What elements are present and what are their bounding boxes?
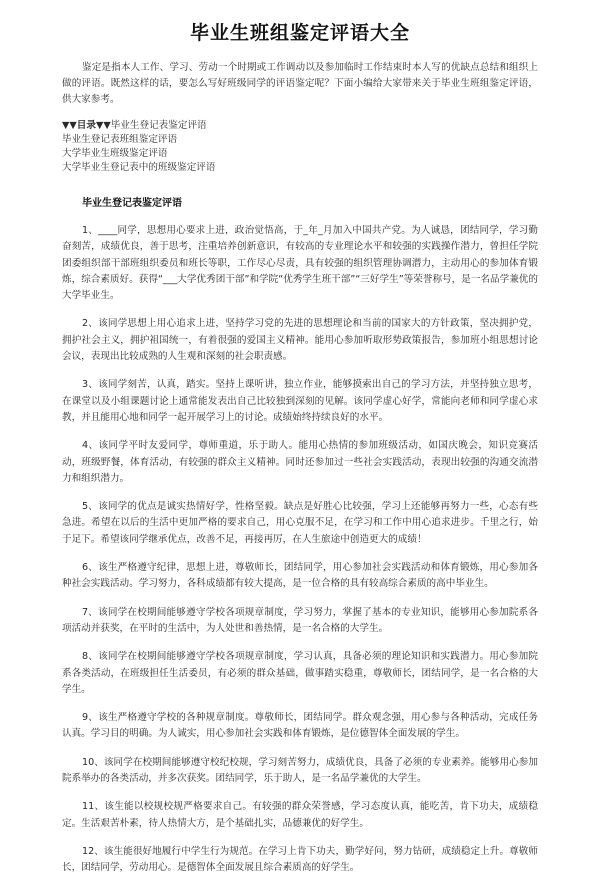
toc-link-3[interactable]: 大学毕业生班级鉴定评语 — [62, 148, 168, 159]
table-of-contents — [62, 119, 538, 175]
evaluation-paragraph-3: 3、该同学刻苦，认真，踏实。坚持上课听讲，独立作业，能够摸索出自己的学习方法，并坚持独立思考，在课堂以及小组课题讨论上通常能发表出自己比较独到深刻的见解。该同学虚心好学，常能向老师和同学虚心求教，并且能用心地和同学一起开展学习上的讨论。成绩始终持续良好的水平。 — [62, 379, 538, 423]
evaluation-paragraph-10: 10、该同学在校期间能够遵守校纪校规，学习刻苦努力，成绩优良，具备了必须的专业素养。能够用心参加院系举办的各类活动，并多次获奖。团结同学，乐于助人，是一名品学兼优的大学生。 — [62, 756, 538, 785]
toc-link-4[interactable]: 大学毕业生登记表中的班级鉴定评语 — [62, 162, 216, 173]
document-title: 毕业生班组鉴定评语大全 — [189, 22, 410, 44]
section-heading: 毕业生登记表鉴定评语 — [82, 198, 182, 209]
evaluation-paragraph-2: 2、该同学思想上用心追求上进，坚持学习党的先进的思想理论和当前的国家大的方针政策，坚决拥护党，拥护社会主义，拥护祖国统一，有着很强的爱国主义精神。能用心参加听取形势政策报告，参加班小组思想讨论会议，表现出比较成熟的人生观和深刻的社会职责感。 — [62, 318, 538, 363]
evaluation-paragraph-9: 9、该生严格遵守学校的各种规章制度。尊敬师长，团结同学。群众观念强，用心参与各种活动，完成任务认真。学习目的明确。为人诚实，用心参加社会实践和体育锻炼，是位德智体全面发展的学生。 — [62, 712, 538, 740]
evaluation-paragraph-1: 1、____同学，思想用心要求上进，政治觉悟高，于_年_月加入中国共产党。为人诚恳，团结同学，学习勤奋刻苦，成绩优良，善于思考，注重培养创新意识，有较高的专业理论水平和较强的实践操作潜力，曾担任学院团委组织部干部班组织委员和班长等职，工作尽心尽责，具有较强的组织管理协调潜力，主动用心的参加体育锻炼，综合素质好。获得“___大学优秀团干部”和学院“优秀学生班干部”“三好学生”等荣誉称号，是一名品学兼优的大学毕业生。 — [62, 225, 538, 302]
evaluation-paragraph-4: 4、该同学平时友爱同学，尊师重道，乐于助人。能用心热情的参加班级活动，如国庆晚会，知识竞赛活动，班级野餐，体育活动，有较强的群众主义精神。同时还参加过一些社会实践活动，表现出较强的沟通交流潜力和组织潜力。 — [62, 440, 538, 484]
evaluation-paragraph-6: 6、该生严格遵守纪律，思想上进，尊敬师长，团结同学，用心参加社会实践活动和体育锻炼，用心参加各种社会实践活动。学习努力，各科成绩都有较大提高，是一位合格的具有较高综合素质的高中毕业生。 — [62, 562, 538, 590]
evaluation-paragraph-5: 5、该同学的优点是诚实热情好学，性格坚毅。缺点是好胜心比较强，学习上还能够再努力一些，心态有些急进。希望在以后的生活中更加严格的要求自己，用心克服不足，在学习和工作中用心追求进步。千里之行，始于足下。希望该同学继承优点，改善不足，再接再厉，在人生旅途中创造更大的成绩！ — [62, 501, 538, 545]
evaluation-paragraph-8: 8、该同学在校期间能够遵守学校各项规章制度，学习认真，具备必须的理论知识和实践潜力。用心参加院系各类活动，在班级担任生活委员，有必须的群众基础，做事踏实稳重，尊敬师长，团结同学，是一名合格的大学生。 — [62, 651, 538, 695]
evaluation-paragraph-11: 11、该生能以校规校规严格要求自己。有较强的群众荣誉感，学习态度认真，能吃苦，肯下功夫，成绩稳定。生活艰苦朴素，待人热情大方，是个基础扎实，品德兼优的好学生。 — [62, 801, 538, 829]
toc-link-1[interactable]: 毕业生登记表鉴定评语 — [110, 120, 207, 131]
toc-link-2[interactable]: 毕业生登记表班组鉴定评语 — [62, 134, 178, 145]
toc-first-line — [62, 119, 538, 133]
evaluation-paragraph-7: 7、该同学在校期间能够遵守学校各项规章制度，学习努力，掌握了基本的专业知识，能够用心参加院系各项活动并获奖，在平时的生活中，为人处世和善热情，是一名合格的大学生。 — [62, 606, 538, 634]
intro-paragraph: 鉴定是指本人工作、学习、劳动一个时期或工作调动以及参加临时工作结束时本人写的优缺点总结和组织上做的评语。既然这样的话，要怎么写好班级同学的评语鉴定呢？下面小编给大家带来关于毕业生班组鉴定评语，供大家参考。 — [62, 62, 538, 105]
evaluation-paragraph-12: 12、该生能很好地履行中学生行为规范。在学习上肯下功夫，勤学好问，努力钻研，成绩稳定上升。尊敬师长，团结同学，劳动用心。是德智体全面发展且综合素质高的好学生。 — [62, 845, 538, 874]
toc-heading: ▼▼目录▼▼ — [62, 120, 111, 131]
